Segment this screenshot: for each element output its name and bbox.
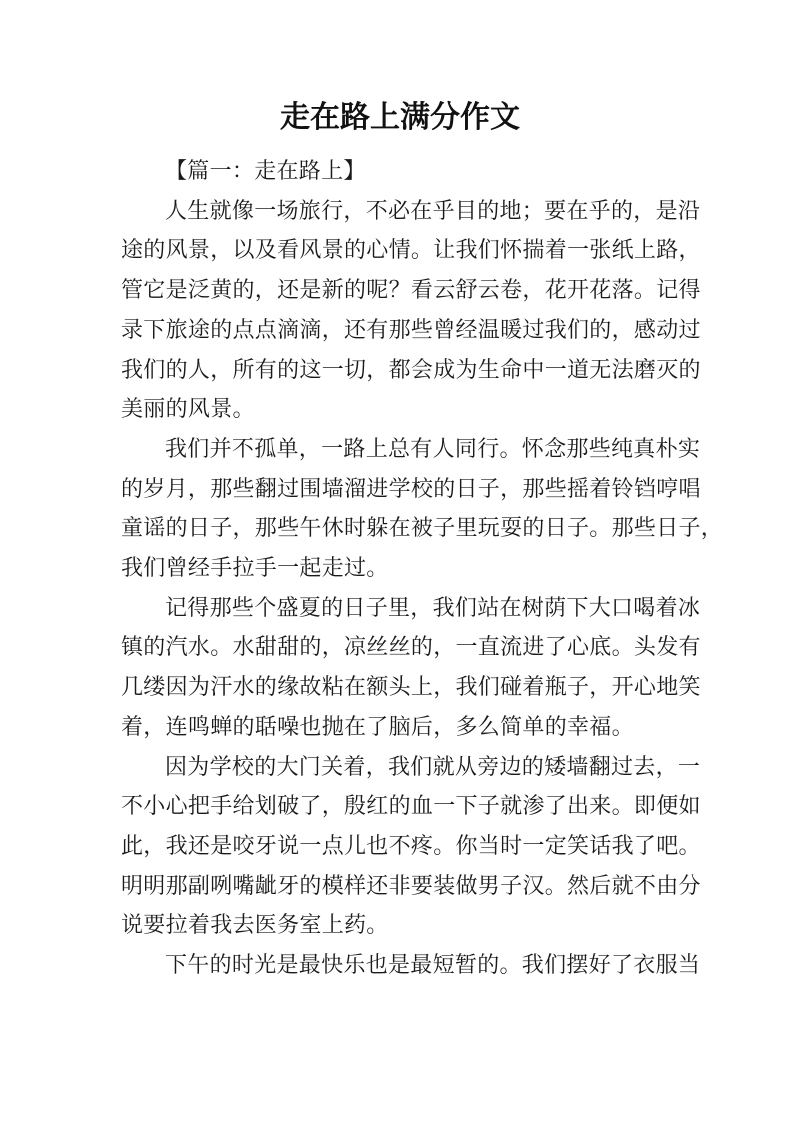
text-line: 美丽的风景。 xyxy=(121,397,255,423)
text-line: 镇的汽水。水甜甜的，凉丝丝的，一直流进了心底。头发有 xyxy=(121,635,701,661)
text-line: 我们并不孤单，一路上总有人同行。怀念那些纯真朴实 xyxy=(165,436,701,462)
text-line: 管它是泛黄的，还是新的呢？看云舒云卷，花开花落。记得 xyxy=(121,278,701,304)
text-line: 录下旅途的点点滴滴，还有那些曾经温暖过我们的，感动过 xyxy=(121,317,701,343)
text-line: 途的风景，以及看风景的心情。让我们怀揣着一张纸上路， xyxy=(121,238,701,264)
text-line: 童谣的日子，那些午休时躲在被子里玩耍的日子。那些日子， xyxy=(121,516,724,542)
text-line: 不小心把手给划破了，殷红的血一下子就渗了出来。即便如 xyxy=(121,794,701,820)
text-line: 着，连鸣蝉的聒噪也抛在了脑后，多么简单的幸福。 xyxy=(121,714,634,740)
paragraph-3 xyxy=(121,589,701,748)
text-line: 记得那些个盛夏的日子里，我们站在树荫下大口喝着冰 xyxy=(165,595,701,621)
text-line: 下午的时光是最快乐也是最短暂的。我们摆好了衣服当 xyxy=(165,953,701,979)
paragraph-4 xyxy=(121,748,701,947)
text-line: 此，我还是咬牙说一点儿也不疼。你当时一定笑话我了吧。 xyxy=(121,833,701,859)
text-line: 我们的人，所有的这一切，都会成为生命中一道无法磨灭的 xyxy=(121,357,701,383)
text-line: 说要拉着我去医务室上药。 xyxy=(121,913,389,939)
text-line: 我们曾经手拉手一起走过。 xyxy=(121,556,389,582)
text-line: 的岁月，那些翻过围墙溜进学校的日子，那些摇着铃铛哼唱 xyxy=(121,476,701,502)
paragraph-1 xyxy=(121,192,701,430)
document-body xyxy=(121,152,724,986)
paragraph-2 xyxy=(121,430,724,589)
section-label: 【篇一：走在路上】 xyxy=(165,159,366,184)
text-line: 几缕因为汗水的缘故粘在额头上，我们碰着瓶子，开心地笑 xyxy=(121,675,701,701)
paragraph-5 xyxy=(121,946,701,986)
document-title: 走在路上满分作文 xyxy=(280,100,520,135)
text-line: 明明那副咧嘴龇牙的模样还非要装做男子汉。然后就不由分 xyxy=(121,873,701,899)
text-line: 人生就像一场旅行，不必在乎目的地；要在乎的，是沿 xyxy=(165,198,701,224)
text-line: 因为学校的大门关着，我们就从旁边的矮墙翻过去，一 xyxy=(165,754,701,780)
